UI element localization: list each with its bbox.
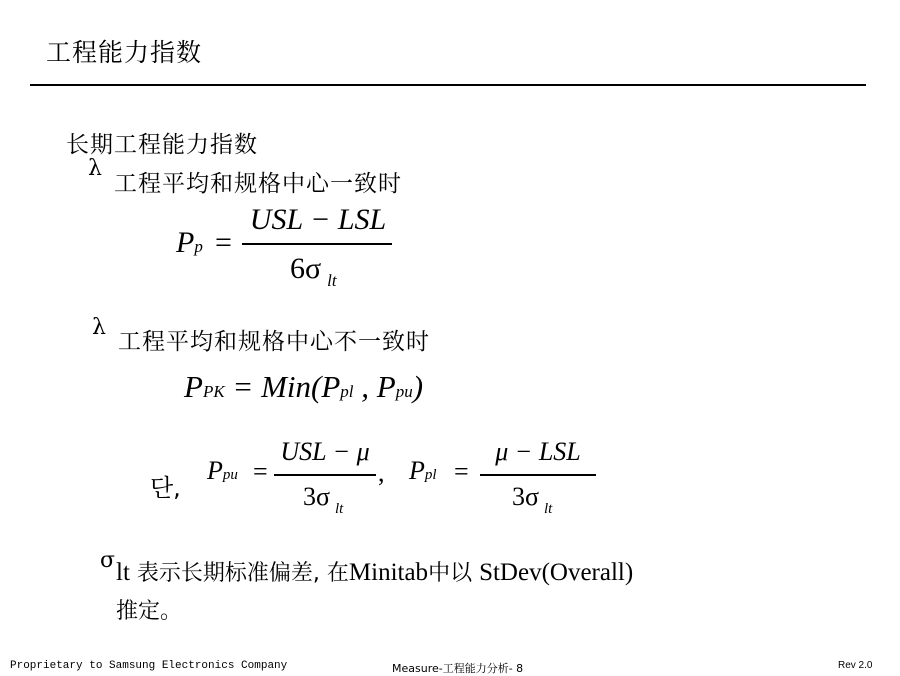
formula-prefix: 단, — [150, 474, 181, 502]
formula-pp-lhs: Pp — [176, 226, 203, 259]
footer-copyright: Proprietary to Samsung Electronics Company — [10, 660, 288, 672]
footer-page-label: Measure-工程能力分析- 8 — [392, 662, 524, 675]
formula-ppl-eq: = — [454, 457, 469, 486]
formula-ppu-lhs: Ppu — [207, 456, 238, 485]
case1-text: 工程平均和规格中心一致时 — [114, 171, 402, 197]
formula-ppl-fraction-bar — [480, 474, 596, 476]
formula-ppu-numerator: USL − μ — [280, 437, 370, 466]
section-heading: 长期工程能力指数 — [66, 132, 258, 158]
title-divider — [30, 84, 866, 86]
formula-ppu-eq: = — [253, 457, 268, 486]
note-line2: 推定。 — [116, 599, 183, 624]
formula-pp-eq: = — [215, 226, 232, 259]
formula-separator: , — [378, 458, 385, 487]
formula-ppu-fraction-bar — [274, 474, 376, 476]
formula-ppl-numerator: μ − LSL — [495, 437, 581, 466]
formula-pp-numerator: USL − LSL — [249, 203, 387, 236]
case2-text: 工程平均和规格中心不一致时 — [118, 329, 430, 355]
formula-pp-denominator: 6σ $_{lt}$ — [290, 252, 337, 290]
bullet-icon: λ — [88, 156, 102, 181]
footer-revision: Rev 2.0 — [838, 660, 873, 671]
formula-pp-fraction-bar — [242, 243, 392, 245]
page-title: 工程能力指数 — [46, 38, 203, 67]
note-line1: lt 表示长期标准偏差, 在Minitab中以 StDev(Overall) — [116, 559, 634, 586]
formula-ppk: PPK = Min(Ppl , Ppu) — [184, 369, 424, 404]
bullet-icon: λ — [92, 315, 106, 340]
formula-ppl-lhs: Ppl — [409, 456, 437, 485]
sigma-icon: σ — [100, 548, 116, 573]
formula-ppl-denominator: 3σ $_{lt}$ — [512, 482, 553, 517]
formula-ppu-denominator: 3σ $_{lt}$ — [303, 482, 344, 517]
